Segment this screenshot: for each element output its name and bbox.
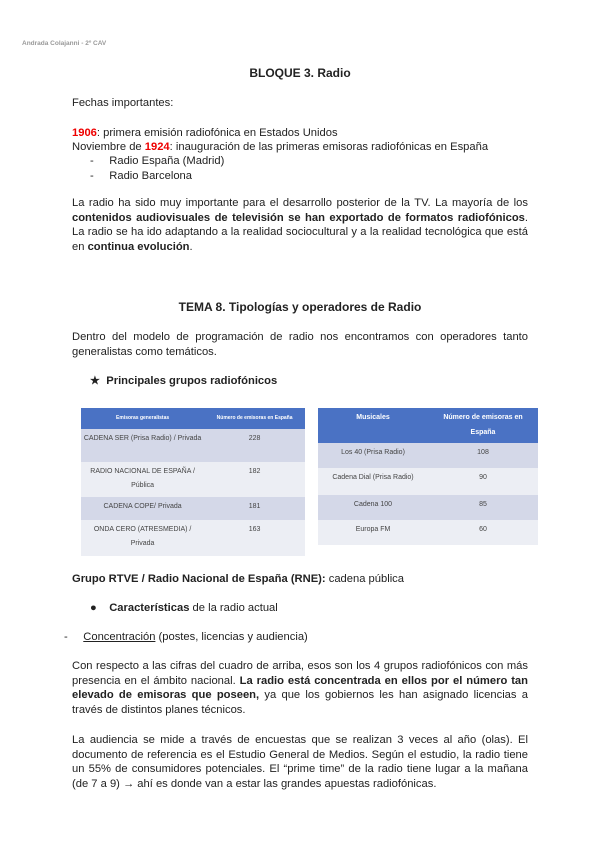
paragraph-2: Dentro del modelo de programación de radio nos encontramos con operadores tanto generalistas como temáticos. — [72, 331, 528, 358]
star-item: ★ Principales grupos radiofónicos — [90, 375, 278, 387]
table-cell: Los 40 (Prisa Radio) — [318, 443, 428, 468]
table-cell: Cadena 100 — [318, 495, 428, 520]
year: 1924 — [144, 141, 170, 153]
section-title: TEMA 8. Tipologías y operadores de Radio — [178, 300, 422, 314]
paragraph-1: La radio ha sido muy importante para el desarrollo posterior de la TV. La mayoría de los contenidos audiovisuales de televisión se han exportado de formatos radiofónicos. La radio se ha ido adaptando a la realidad sociocultural y a la realidad tecnológica que está en continua evolución. — [72, 197, 528, 253]
list-item: - Radio España (Madrid) — [90, 155, 225, 167]
star-icon: ★ — [90, 375, 101, 387]
bullet-caracteristicas: ● Características de la radio actual — [90, 602, 278, 614]
paragraph-3: Con respecto a las cifras del cuadro de arriba, esos son los 4 grupos radiofónicos con más presencia en el ámbito nacional. La radio está concentrada en ellos por el número tan elevado de emisoras que poseen, ya que los gobiernos les han asignado licencias a través de distintos planes técnicos. — [72, 660, 528, 716]
table-cell: CADENA COPE/ Privada — [81, 497, 204, 520]
table-cell: Europa FM — [318, 520, 428, 545]
paragraph-4: La audiencia se mide a través de encuestas que se realizan 3 veces al año (olas). El documento de referencia es el Estudio General de Medios. Según el estudio, la radio tiene un 55% de consumidores potenciales. El “prime time” de la radio tiene lugar a la mañana (de 7 a 9) → ahí es donde van a estar las grandes apuestas radiofónicas. — [72, 734, 528, 790]
table-cell: CADENA SER (Prisa Radio) / Privada — [81, 429, 204, 462]
concentracion-item: - Concentración (postes, licencias y audiencia) — [64, 631, 308, 643]
table-cell: Cadena Dial (Prisa Radio) — [318, 468, 428, 495]
page-title: BLOQUE 3. Radio — [249, 66, 351, 80]
radio-list — [90, 154, 224, 183]
grupo-rtve: Grupo RTVE / Radio Nacional de España (RNE): cadena pública — [72, 573, 404, 585]
list-item: - Radio Barcelona — [90, 169, 192, 182]
year: 1906 — [72, 127, 97, 139]
musicales-table: Musicales Número de emisoras en España Los 40 (Prisa Radio) 108 Cadena Dial (Prisa Radio) 90 Cadena 100 85 Europa FM 60 — [318, 408, 538, 545]
text: : primera emisión radiofónica en Estados Unidos — [96, 127, 338, 139]
generalistas-table: Emisoras generalistas Número de emisoras en España CADENA SER (Prisa Radio) / Privada 228 RADIO NACIONAL DE ESPAÑA / Pública 182 CADENA COPE/ Privada 181 ONDA CERO (ATRESMEDIA) / Privada 163 — [81, 408, 305, 556]
table-cell: ONDA CERO (ATRESMEDIA) / Privada — [81, 520, 204, 556]
pre: Noviembre de — [72, 141, 145, 153]
date-1924 — [72, 140, 528, 155]
date-1906 — [72, 126, 528, 141]
fechas-label: Fechas importantes: — [72, 97, 174, 109]
text: : inauguración de las primeras emisoras radiofónicas en España — [169, 141, 489, 153]
author-header: Andrada Colajanni - 2º CAV — [22, 40, 107, 47]
table-cell: RADIO NACIONAL DE ESPAÑA / Pública — [81, 462, 204, 497]
